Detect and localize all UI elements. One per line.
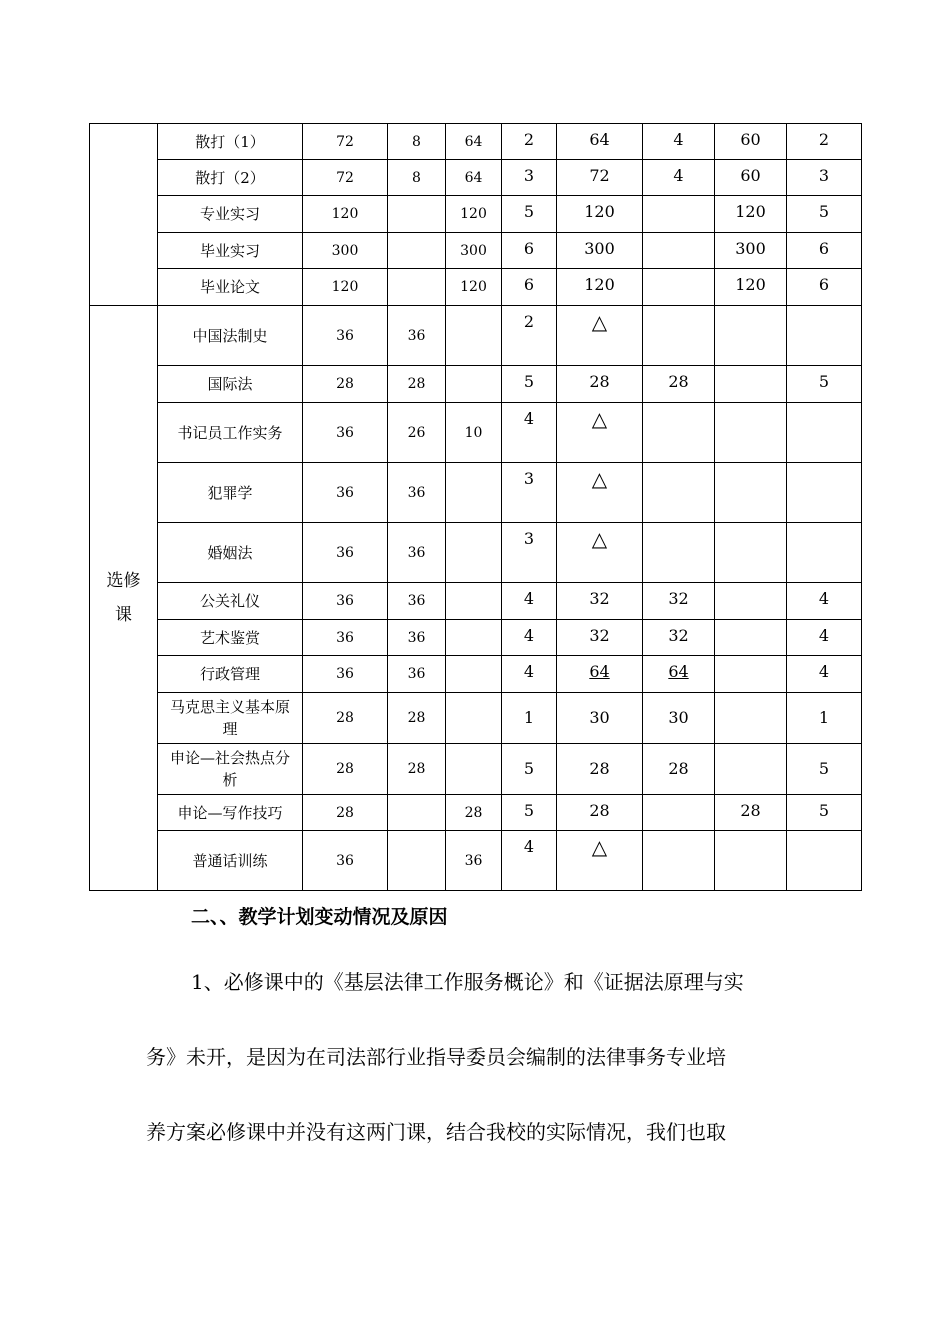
total-hours: 36 bbox=[303, 403, 388, 463]
actual-theory bbox=[643, 269, 715, 306]
total-hours: 28 bbox=[303, 744, 388, 795]
total-hours: 72 bbox=[303, 124, 388, 160]
plan-hours: 72 bbox=[557, 160, 643, 196]
actual-theory bbox=[643, 831, 715, 891]
triangle-mark: △ bbox=[591, 527, 608, 551]
practice-hours: 120 bbox=[446, 269, 502, 306]
theory-hours: 36 bbox=[388, 306, 446, 366]
paragraph-line: 1、必修课中的《基层法律工作服务概论》和《证据法原理与实 bbox=[191, 970, 744, 994]
theory-hours bbox=[388, 795, 446, 831]
paragraph-line: 养方案必修课中并没有这两门课，结合我校的实际情况，我们也取 bbox=[146, 1120, 726, 1144]
plan-hours: 300 bbox=[557, 233, 643, 269]
theory-hours bbox=[388, 196, 446, 233]
total-hours: 28 bbox=[303, 693, 388, 744]
actual-practice: 120 bbox=[715, 269, 787, 306]
plan-hours bbox=[557, 656, 643, 693]
plan-hours bbox=[557, 463, 643, 523]
triangle-mark: △ bbox=[591, 835, 608, 859]
course-name: 行政管理 bbox=[158, 656, 303, 693]
actual-theory bbox=[643, 656, 715, 693]
actual-theory bbox=[643, 233, 715, 269]
term: 4 bbox=[502, 620, 557, 656]
actual-theory bbox=[643, 196, 715, 233]
course-name: 普通话训练 bbox=[158, 831, 303, 891]
total-hours: 36 bbox=[303, 831, 388, 891]
credit bbox=[787, 403, 862, 463]
term: 6 bbox=[502, 269, 557, 306]
actual-theory: 28 bbox=[643, 366, 715, 403]
credit: 3 bbox=[787, 160, 862, 196]
plan-hours-value: 64 bbox=[589, 662, 610, 681]
term: 4 bbox=[502, 831, 557, 891]
total-hours: 28 bbox=[303, 795, 388, 831]
actual-practice: 120 bbox=[715, 196, 787, 233]
credit: 4 bbox=[787, 620, 862, 656]
term: 4 bbox=[502, 403, 557, 463]
actual-theory: 4 bbox=[643, 124, 715, 160]
term: 2 bbox=[502, 306, 557, 366]
plan-hours bbox=[557, 831, 643, 891]
course-name bbox=[158, 744, 303, 795]
course-name-text: 申论—社会热点分析 bbox=[169, 749, 290, 789]
triangle-mark: △ bbox=[591, 467, 608, 491]
credit: 4 bbox=[787, 583, 862, 620]
term: 5 bbox=[502, 795, 557, 831]
practice-hours: 300 bbox=[446, 233, 502, 269]
actual-practice bbox=[715, 523, 787, 583]
course-name: 书记员工作实务 bbox=[158, 403, 303, 463]
actual-practice: 300 bbox=[715, 233, 787, 269]
term: 5 bbox=[502, 366, 557, 403]
total-hours: 36 bbox=[303, 656, 388, 693]
practice-hours bbox=[446, 583, 502, 620]
term: 4 bbox=[502, 656, 557, 693]
actual-practice bbox=[715, 306, 787, 366]
actual-theory: 30 bbox=[643, 693, 715, 744]
practice-hours bbox=[446, 620, 502, 656]
total-hours: 72 bbox=[303, 160, 388, 196]
plan-hours: 64 bbox=[557, 124, 643, 160]
actual-theory: 4 bbox=[643, 160, 715, 196]
term: 5 bbox=[502, 196, 557, 233]
term: 4 bbox=[502, 583, 557, 620]
plan-hours bbox=[557, 306, 643, 366]
plan-hours bbox=[557, 523, 643, 583]
actual-practice: 60 bbox=[715, 160, 787, 196]
total-hours: 36 bbox=[303, 620, 388, 656]
credit: 5 bbox=[787, 795, 862, 831]
actual-practice bbox=[715, 463, 787, 523]
practice-hours bbox=[446, 656, 502, 693]
plan-hours: 120 bbox=[557, 269, 643, 306]
credit: 1 bbox=[787, 693, 862, 744]
practice-hours bbox=[446, 366, 502, 403]
credit bbox=[787, 523, 862, 583]
total-hours: 36 bbox=[303, 583, 388, 620]
practice-hours bbox=[446, 523, 502, 583]
term: 1 bbox=[502, 693, 557, 744]
term: 5 bbox=[502, 744, 557, 795]
theory-hours: 36 bbox=[388, 583, 446, 620]
course-name: 公关礼仪 bbox=[158, 583, 303, 620]
course-name: 中国法制史 bbox=[158, 306, 303, 366]
actual-theory: 28 bbox=[643, 744, 715, 795]
practice-hours bbox=[446, 693, 502, 744]
course-name: 毕业实习 bbox=[158, 233, 303, 269]
actual-theory bbox=[643, 403, 715, 463]
term: 3 bbox=[502, 160, 557, 196]
practice-hours: 36 bbox=[446, 831, 502, 891]
actual-practice bbox=[715, 620, 787, 656]
actual-practice bbox=[715, 693, 787, 744]
credit bbox=[787, 463, 862, 523]
course-name: 国际法 bbox=[158, 366, 303, 403]
course-name: 申论—写作技巧 bbox=[158, 795, 303, 831]
section-heading: 二、、教学计划变动情况及原因 bbox=[191, 906, 448, 928]
theory-hours: 36 bbox=[388, 656, 446, 693]
actual-practice bbox=[715, 583, 787, 620]
practice-hours: 64 bbox=[446, 160, 502, 196]
paragraph-line: 务》未开，是因为在司法部行业指导委员会编制的法律事务专业培 bbox=[146, 1045, 726, 1069]
credit: 5 bbox=[787, 366, 862, 403]
total-hours: 36 bbox=[303, 463, 388, 523]
actual-practice: 60 bbox=[715, 124, 787, 160]
plan-hours: 120 bbox=[557, 196, 643, 233]
course-name: 散打（2） bbox=[158, 160, 303, 196]
elective-group-label: 选修课 bbox=[106, 571, 141, 625]
course-name-text: 马克思主义基本原理 bbox=[169, 698, 290, 738]
theory-hours bbox=[388, 233, 446, 269]
credit: 5 bbox=[787, 196, 862, 233]
practice-hours: 28 bbox=[446, 795, 502, 831]
plan-hours: 28 bbox=[557, 795, 643, 831]
actual-theory bbox=[643, 795, 715, 831]
theory-hours: 36 bbox=[388, 620, 446, 656]
theory-hours bbox=[388, 831, 446, 891]
course-name: 专业实习 bbox=[158, 196, 303, 233]
practice-hours bbox=[446, 463, 502, 523]
actual-practice bbox=[715, 403, 787, 463]
course-name: 散打（1） bbox=[158, 124, 303, 160]
credit: 5 bbox=[787, 744, 862, 795]
total-hours: 28 bbox=[303, 366, 388, 403]
practice-hours bbox=[446, 306, 502, 366]
course-table bbox=[89, 123, 862, 891]
required-group-cell bbox=[90, 124, 158, 306]
term: 6 bbox=[502, 233, 557, 269]
plan-hours: 30 bbox=[557, 693, 643, 744]
credit: 6 bbox=[787, 233, 862, 269]
total-hours: 36 bbox=[303, 306, 388, 366]
practice-hours: 10 bbox=[446, 403, 502, 463]
theory-hours: 8 bbox=[388, 160, 446, 196]
actual-theory: 32 bbox=[643, 620, 715, 656]
plan-hours: 32 bbox=[557, 583, 643, 620]
actual-practice bbox=[715, 366, 787, 403]
actual-practice: 28 bbox=[715, 795, 787, 831]
course-name bbox=[158, 693, 303, 744]
theory-hours bbox=[388, 269, 446, 306]
term: 2 bbox=[502, 124, 557, 160]
theory-hours: 28 bbox=[388, 366, 446, 403]
total-hours: 300 bbox=[303, 233, 388, 269]
credit: 4 bbox=[787, 656, 862, 693]
triangle-mark: △ bbox=[591, 407, 608, 431]
plan-hours: 28 bbox=[557, 744, 643, 795]
course-name: 毕业论文 bbox=[158, 269, 303, 306]
triangle-mark: △ bbox=[591, 310, 608, 334]
term: 3 bbox=[502, 463, 557, 523]
course-name: 艺术鉴赏 bbox=[158, 620, 303, 656]
actual-theory bbox=[643, 306, 715, 366]
theory-hours: 8 bbox=[388, 124, 446, 160]
plan-hours bbox=[557, 403, 643, 463]
theory-hours: 26 bbox=[388, 403, 446, 463]
theory-hours: 36 bbox=[388, 523, 446, 583]
credit bbox=[787, 306, 862, 366]
term: 3 bbox=[502, 523, 557, 583]
actual-theory bbox=[643, 463, 715, 523]
total-hours: 120 bbox=[303, 269, 388, 306]
actual-practice bbox=[715, 656, 787, 693]
elective-group-cell bbox=[90, 306, 158, 891]
plan-hours: 32 bbox=[557, 620, 643, 656]
total-hours: 120 bbox=[303, 196, 388, 233]
practice-hours bbox=[446, 744, 502, 795]
practice-hours: 120 bbox=[446, 196, 502, 233]
actual-theory bbox=[643, 523, 715, 583]
actual-practice bbox=[715, 744, 787, 795]
theory-hours: 28 bbox=[388, 693, 446, 744]
credit: 2 bbox=[787, 124, 862, 160]
credit bbox=[787, 831, 862, 891]
plan-hours: 28 bbox=[557, 366, 643, 403]
actual-practice bbox=[715, 831, 787, 891]
actual-theory-value: 64 bbox=[668, 662, 689, 681]
total-hours: 36 bbox=[303, 523, 388, 583]
theory-hours: 36 bbox=[388, 463, 446, 523]
theory-hours: 28 bbox=[388, 744, 446, 795]
practice-hours: 64 bbox=[446, 124, 502, 160]
course-name: 犯罪学 bbox=[158, 463, 303, 523]
course-name: 婚姻法 bbox=[158, 523, 303, 583]
credit: 6 bbox=[787, 269, 862, 306]
actual-theory: 32 bbox=[643, 583, 715, 620]
